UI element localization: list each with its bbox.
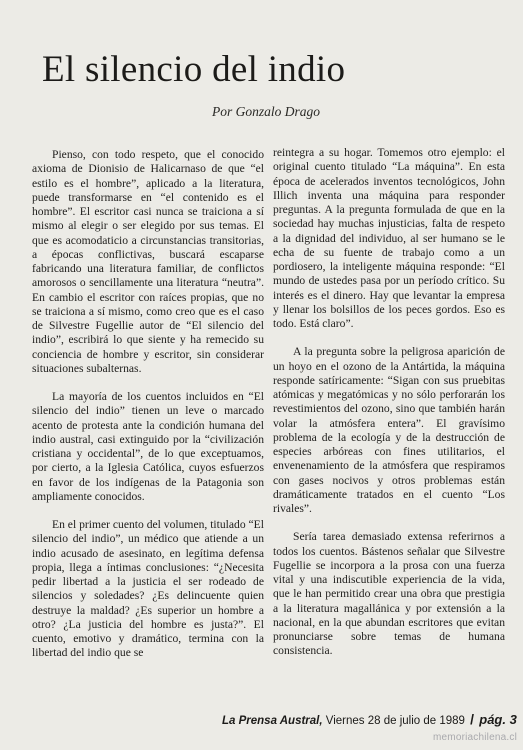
left-column [32,148,264,661]
article-title: El silencio del indio [42,48,346,90]
right-paragraph-2: A la pregunta sobre la peligrosa aparición de un hoyo en el ozono de la Antártida, la máquina responde satíricamente: “Sigan con sus pruebitas atómicas y megatómicas y no sólo perforarán los revestimientos del ozono, sino que también harán volar la atmósfera entera”. El gravísimo problema de la ecología y de la destrucción de especies arbóreas con fines utilitarios, el envenenamiento de la atmósfera que respiramos con gases nocivos y otros problemas están dramáticamente tratados en el cuento “Los rivales”. [273,345,505,515]
left-paragraph-2: La mayoría de los cuentos incluidos en “El silencio del indio” tienen un leve o marcado acento de protesta ante la condición humana del indio austral, casi extinguido por la “civilización cristiana y occidental”, de lo que exceptuamos, por cierto, a la Iglesia Católica, cuyos esfuerzos en favor de los indígenas de la Patagonia son ampliamente conocidos. [32,390,264,503]
right-column [273,146,505,659]
right-paragraph-1: reintegra a su hogar. Tomemos otro ejemplo: el original cuento titulado “La máquina”. En esta época de acelerados inventos tecnológicos, John Illich inventa una máquina para responder preguntas. A la pregunta formulada de que en la sociedad hay muchas injusticias, falta de respeto a la dignidad del individuo, al ser humano se le echa de su fuente de trabajo como a un pordiosero, la inteligente máquina responde: “El mundo de ustedes pasa por un período crítico. Su interés es el dinero. Hay que levantar la empresa y llenar los bolsillos de los peces gordos. Eso es todo. Está claro”. [273,146,505,330]
left-paragraph-1: Pienso, con todo respeto, que el conocido axioma de Dionisio de Halicarnaso de que “el estilo es el hombre”, aplicado a la literatura, puede transformarse en “el contenido es el hombre”. El escritor casi nunca se traiciona a sí mismo al elegir o ser elegido por sus temas. El que es acomodaticio a circunstancias transitorias, a épocas conflictivas, buscará escaparse fabricando una literatura familiar, de conflictos amorosos o sencillamente una literatura “neutra”. En cambio el escritor con raíces propias, que no se traiciona a sí mismo, como creo que es el caso de Silvestre Fugellie autor de “El silencio del indio”, escribirá lo que siente y ha remecido su conciencia de hombre y escritor, sin considerar situaciones subalternas. [32,148,264,375]
right-paragraph-3: Sería tarea demasiado extensa referirnos a todos los cuentos. Bástenos señalar que Silvestre Fugellie se incorpora a la prosa con una fuerza vital y una indiscutible experiencia de la vida, que le han permitido crear una obra que prestigia a la literatura magallánica y por extensión a la nacional, en la que abundan escritores que evitan pronunciarse sobre temas de humana consistencia. [273,530,505,658]
article-byline: Por Gonzalo Drago [212,104,321,119]
archive-watermark: memoriachilena.cl [433,732,517,743]
footer-separator: / [470,711,475,727]
left-paragraph-3: En el primer cuento del volumen, titulado “El silencio del indio”, un médico que atiende a un indio acusado de asesinato, en legítima defensa propia, llega a íntimas conclusiones: “¿Necesita pedir libertad a la justicia el ser rodeado de silencios y soledades? ¿Es delincuente quien destruye la maldad? ¿Es superior un hombre a otro? ¿La justicia del hombre es justa?”. El cuento, emotivo y dramático, termina con la libertad del indio que se [32,518,264,660]
page-number: pág. 3 [479,712,517,727]
publication-date: Viernes 28 de julio de 1989 [325,715,465,727]
page-footer [222,711,517,727]
publication-name: La Prensa Austral, [222,715,323,727]
